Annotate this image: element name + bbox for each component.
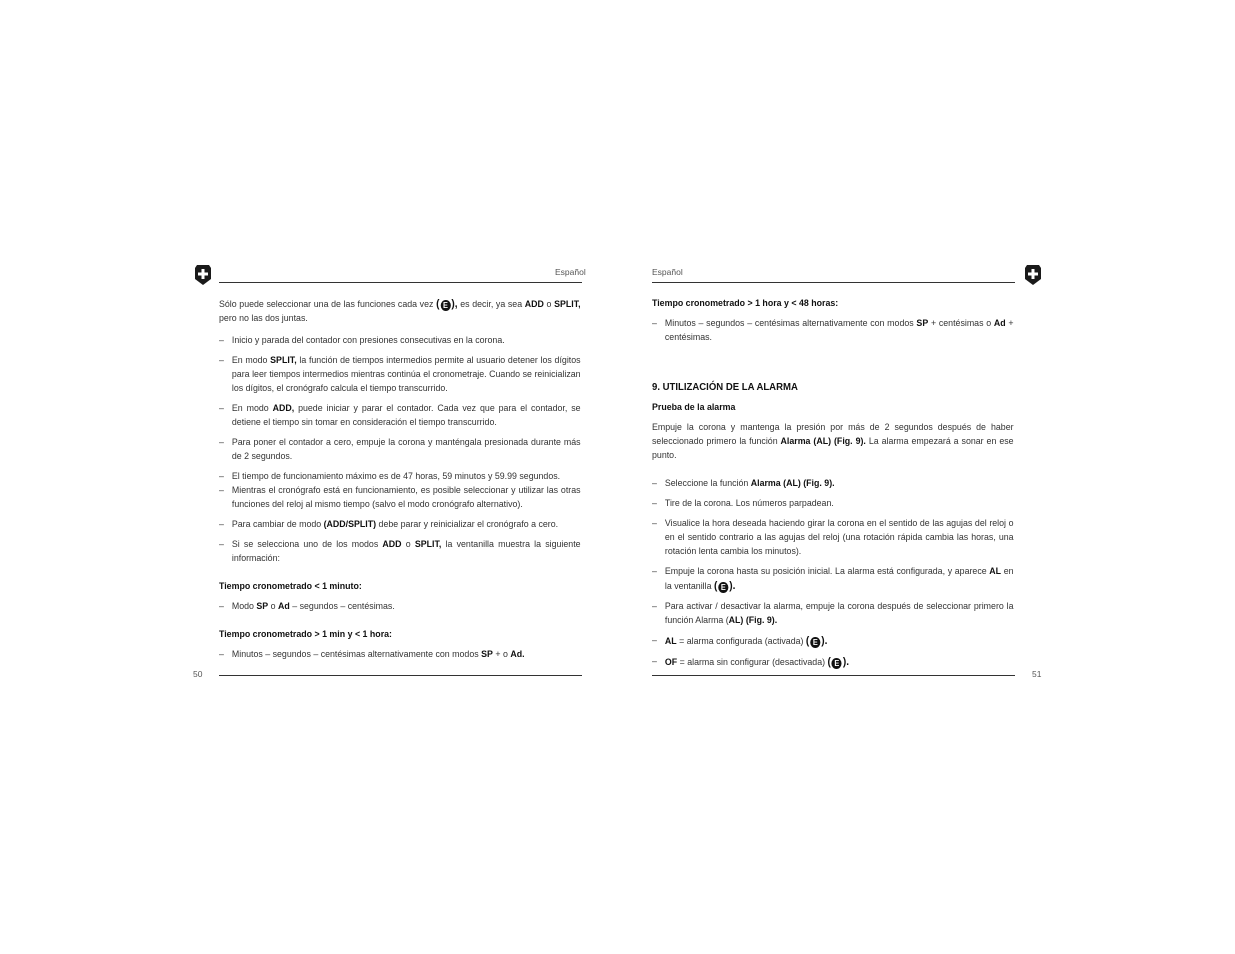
subheading: Tiempo cronometrado > 1 min y < 1 hora:	[219, 629, 392, 640]
intro-paragraph: Sólo puede seleccionar una de las funciones cada vez ( E ), es decir, ya sea ADD o SPLIT, pero no las dos juntas.	[219, 298, 581, 324]
list-item: – OF = alarma sin configurar (desactivada) ( E ).	[652, 655, 1014, 670]
list-item: – AL = alarma configurada (activada) ( E ).	[652, 634, 1014, 649]
page-number: 51	[1032, 669, 1042, 679]
list-item: – Para activar / desactivar la alarma, empuje la corona después de seleccionar primero la función Alarma (AL) (Fig. 9).	[652, 600, 1014, 628]
e-button-icon: E	[810, 637, 820, 648]
left-page	[0, 0, 617, 954]
language-label: Español	[555, 267, 586, 277]
swiss-cross-shield-icon	[1024, 264, 1042, 286]
list-item: – Inicio y parada del contador con presiones consecutivas en la corona.	[219, 334, 581, 348]
alarm-paragraph: Empuje la corona y mantenga la presión por más de 2 segundos después de haber seleccionado primero la función Alarma (AL) (Fig. 9). La alarma empezará a sonar en ese punto.	[652, 422, 1014, 461]
list-item: – Tire de la corona. Los números parpadean.	[652, 497, 1014, 511]
list-item: – Empuje la corona hasta su posición inicial. La alarma está configurada, y aparece AL en la ventanilla ( E ).	[652, 565, 1014, 594]
footer-rule	[652, 675, 1015, 676]
e-button-icon: E	[440, 300, 450, 311]
e-button-icon: E	[718, 582, 728, 593]
section-title: 9. UTILIZACIÓN DE LA ALARMA	[652, 382, 798, 393]
left-content	[219, 297, 581, 662]
header-rule	[652, 282, 1015, 283]
subheading: Tiempo cronometrado > 1 hora y < 48 horas:	[652, 298, 839, 309]
list-item: – En modo SPLIT, la función de tiempos intermedios permite al usuario detener los dígitos para leer tiempos intermedios mientras continúa el cronometraje. Cuando se reinicializan los dígitos, el cronógrafo calcula el tiempo transcurrido.	[219, 354, 581, 396]
list-item: – Mientras el cronógrafo está en funcionamiento, es posible seleccionar y utilizar las otras funciones del reloj al mismo tiempo (salvo el modo cronógrafo alternativo).	[219, 484, 581, 512]
list-item: – El tiempo de funcionamiento máximo es de 47 horas, 59 minutos y 59.99 segundos.	[219, 470, 581, 484]
page-number: 50	[193, 669, 203, 679]
swiss-cross-shield-icon	[194, 264, 212, 286]
list-item: – Si se selecciona uno de los modos ADD o SPLIT, la ventanilla muestra la siguiente información:	[219, 538, 581, 566]
list-item: – Modo SP o Ad – segundos – centésimas.	[219, 600, 581, 614]
right-page	[618, 0, 1235, 954]
list-item: – Minutos – segundos – centésimas alternativamente con modos SP + o Ad.	[219, 648, 581, 662]
list-item: – En modo ADD, puede iniciar y parar el contador. Cada vez que para el contador, se detiene el tiempo sin tomar en consideración el tiempo transcurrido.	[219, 402, 581, 430]
footer-rule	[219, 675, 582, 676]
list-item: – Seleccione la función Alarma (AL) (Fig. 9).	[652, 477, 1014, 491]
list-item: – Minutos – segundos – centésimas alternativamente con modos SP + centésimas o Ad + centésimas.	[652, 317, 1014, 345]
list-item: – Para poner el contador a cero, empuje la corona y manténgala presionada durante más de 2 segundos.	[219, 436, 581, 464]
right-content	[652, 297, 1014, 670]
e-button-icon: E	[832, 658, 842, 669]
subsection-title: Prueba de la alarma	[652, 402, 736, 413]
subheading: Tiempo cronometrado < 1 minuto:	[219, 581, 362, 592]
language-label: Español	[652, 267, 683, 277]
header-rule	[219, 282, 582, 283]
list-item: – Para cambiar de modo (ADD/SPLIT) debe parar y reinicializar el cronógrafo a cero.	[219, 518, 581, 532]
list-item: – Visualice la hora deseada haciendo girar la corona en el sentido de las agujas del reloj o en el sentido contrario a las agujas del reloj (una rotación rápida cambia las horas, una rotación lenta cambia los minutos).	[652, 517, 1014, 559]
